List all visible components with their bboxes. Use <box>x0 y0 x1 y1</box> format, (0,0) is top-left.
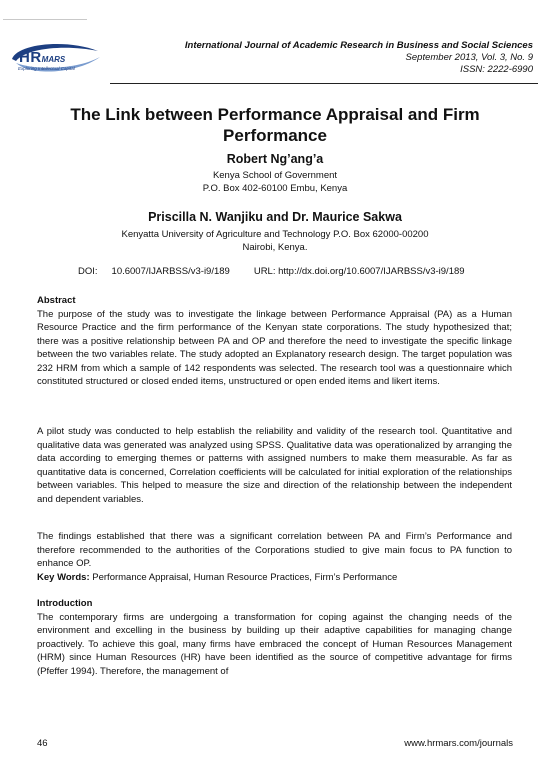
keywords-text: Performance Appraisal, Human Resource Practices, Firm’s Performance <box>92 571 398 583</box>
header-rule <box>110 83 538 84</box>
abstract-section <box>37 294 512 389</box>
journal-header <box>185 40 533 76</box>
journal-issn: ISSN: 2222-6990 <box>460 64 533 75</box>
author-2-affiliation: Kenyatta University of Agriculture and Technology P.O. Box 62000-00200 <box>121 229 429 240</box>
introduction-heading: Introduction <box>37 598 93 609</box>
doi-value[interactable]: 10.6007/IJARBSS/v3-i9/189 <box>111 266 230 277</box>
logo-tagline: Exploring Intellectual Capital <box>18 66 75 71</box>
introduction-paragraph-1: The contemporary firms are undergoing a transformation for coping against the changing needs of the environment and excelling in the business by building up their adaptive capabilities for managing change proactively. To achieve this goal, many firms have embraced the concept of Human Resources Management (HRM) since Human Resources (HR) have been identified as the source of competitive advantage for firms (Pfeffer 1994). Therefore, the management of <box>37 611 512 677</box>
paper-title: The Link between Performance Appraisal and Firm Performance <box>70 105 480 145</box>
introduction-section <box>37 597 512 678</box>
abstract-heading: Abstract <box>37 295 76 306</box>
abstract-paragraph-3-block <box>37 530 512 584</box>
author-2-address: Nairobi, Kenya. <box>242 242 308 253</box>
journal-website-link[interactable]: www.hrmars.com/journals <box>404 738 513 749</box>
page-number: 46 <box>37 738 48 749</box>
abstract-paragraph-2-block <box>37 425 512 506</box>
top-left-rule <box>3 19 87 20</box>
author-2-names: Priscilla N. Wanjiku and Dr. Maurice Sakwa <box>148 210 402 224</box>
author-1-address: P.O. Box 402-60100 Embu, Kenya <box>202 183 348 194</box>
journal-name: International Journal of Academic Research in Business and Social Sciences <box>184 40 533 51</box>
abstract-paragraph-2: A pilot study was conducted to help establish the reliability and validity of the research tool. Quantitative and qualitative data was generated was analyzed using SPSS. Qualitative data was operationalized by arranging the data according to emerging themes or patterns with assigned numbers to make them measurable. As far as quantitative data is concerned, Correlation coefficients will be calculated for initial exploration of the relationships between variables. This helped to measure the size and direction of the relationship between the independent and dependent variables. <box>37 426 512 505</box>
doi-line <box>78 266 465 277</box>
doi-label: DOI: <box>78 266 98 277</box>
keywords-line <box>37 571 512 585</box>
doi-url-link[interactable]: http://dx.doi.org/10.6007/IJARBSS/v3-i9/189 <box>278 266 465 277</box>
abstract-paragraph-3: The findings established that there was a significant correlation between PA and Firm’s Performance and therefore recommended to the authorities of the Corporations studied to give main focus to PA function to enhance OP. <box>37 531 512 569</box>
journal-issue: September 2013, Vol. 3, No. 9 <box>405 52 533 63</box>
author-1-name: Robert Ng’ang’a <box>226 152 324 166</box>
url-label: URL: <box>253 266 276 277</box>
author-1-affiliation: Kenya School of Government <box>212 170 338 181</box>
keywords-label: Key Words: <box>37 571 90 583</box>
logo-wordmark: HRMARS <box>19 49 66 66</box>
hrmars-logo <box>4 37 104 77</box>
abstract-paragraph-1: The purpose of the study was to investigate the linkage between Performance Appraisal (PA) as a Human Resource Practice and the firm performance of the Kenyan state corporations. The study hypothesized that; there was a positive relationship between PA and OP and therefore the need to investigate the specific linkage between the two variables relate. The study adopted an Explanatory research design. The target population was 232 HRM from which a sample of 142 respondents was selected. The research tool was a questionnaire which constituted structured or closed ended items, unstructured or open ended items and likert items. <box>37 308 512 387</box>
